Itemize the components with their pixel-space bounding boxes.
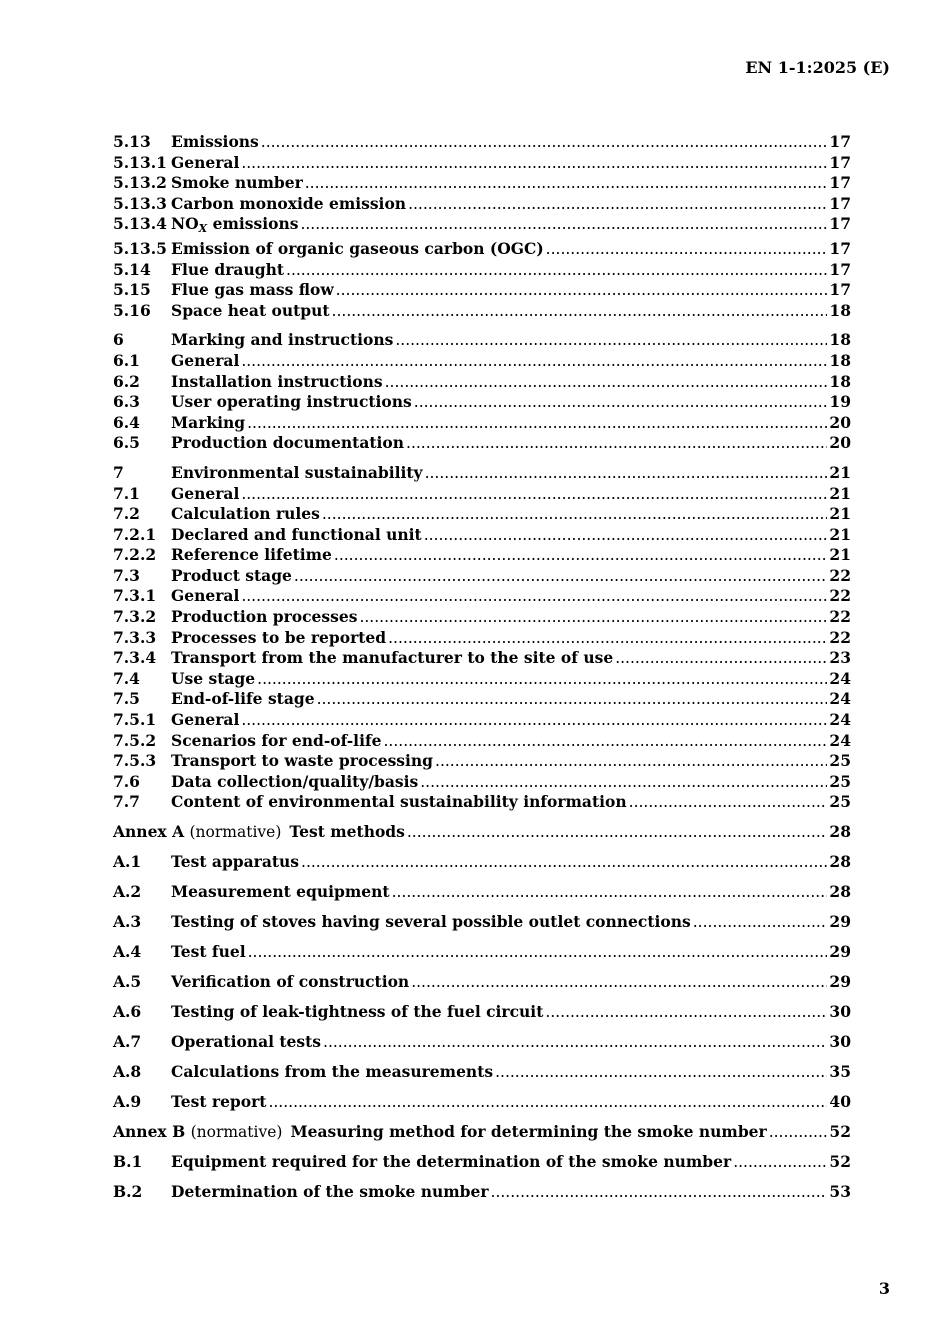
dot-leader [247, 413, 827, 434]
toc-page: 52 [829, 1151, 851, 1171]
toc-page: 17 [829, 152, 851, 172]
annex-type: (normative) [190, 1122, 283, 1141]
toc-number: 5.13.5 [113, 238, 167, 258]
toc-annex-heading [113, 1122, 767, 1143]
toc-title: Verification of construction [171, 971, 410, 991]
toc-page: 20 [829, 433, 851, 453]
toc-page: 25 [829, 792, 851, 812]
toc-page: 22 [829, 607, 851, 627]
toc-entry[interactable] [113, 912, 851, 933]
toc-entry[interactable] [113, 1002, 851, 1023]
toc-page: 17 [829, 280, 851, 300]
dot-leader [248, 942, 828, 963]
toc-title: Marking and instructions [171, 330, 394, 350]
toc-title: Emission of organic gaseous carbon (OGC) [171, 238, 544, 258]
toc-number: 7.2.1 [113, 524, 157, 544]
toc-number: A.4 [113, 941, 142, 961]
toc-number: 5.13.4 [113, 214, 167, 234]
toc-number: 7.5.3 [113, 751, 157, 771]
toc-title: Declared and functional unit [171, 524, 422, 544]
dot-leader [425, 463, 828, 484]
toc-title: Operational tests [171, 1031, 322, 1051]
toc-number: 7.1 [113, 483, 140, 503]
toc-page: 17 [829, 259, 851, 279]
toc-page: 18 [829, 300, 851, 320]
toc-title: General [171, 586, 240, 606]
dot-leader [334, 545, 828, 566]
annex-title: Test methods [289, 822, 405, 841]
toc-entry[interactable] [113, 648, 851, 669]
dot-leader [495, 1062, 827, 1083]
toc-title: Processes to be reported [171, 627, 387, 647]
dot-leader [615, 648, 827, 669]
toc-entry[interactable] [113, 280, 851, 301]
toc-annex-heading [113, 822, 405, 843]
dot-leader [268, 1092, 827, 1113]
toc-page: 29 [829, 971, 851, 991]
toc-page: 29 [829, 911, 851, 931]
toc-number: 5.14 [113, 259, 151, 279]
dot-leader [546, 239, 828, 260]
toc-entry[interactable] [113, 153, 851, 174]
toc-entry[interactable] [113, 239, 851, 260]
toc-title: General [171, 710, 240, 730]
toc-number: A.2 [113, 881, 142, 901]
toc-entry[interactable] [113, 392, 851, 413]
toc-entry[interactable] [113, 433, 851, 454]
toc-page: 17 [829, 132, 851, 151]
dot-leader [693, 912, 828, 933]
dot-leader [420, 772, 827, 793]
toc-annex-a[interactable] [113, 822, 851, 843]
toc-page: 22 [829, 565, 851, 585]
toc-entry[interactable] [113, 463, 851, 484]
toc-title: Carbon monoxide emission [171, 193, 407, 213]
toc-number: A.5 [113, 971, 142, 991]
toc-page: 18 [829, 330, 851, 350]
toc-title: Content of environmental sustainability information [171, 792, 627, 812]
toc-number: 7.3.3 [113, 627, 157, 647]
toc-page: 28 [829, 851, 851, 871]
toc-title: Reference lifetime [171, 545, 332, 565]
dot-leader [408, 194, 827, 215]
toc-page: 17 [829, 193, 851, 213]
toc-page: 29 [829, 941, 851, 961]
dot-leader [629, 792, 828, 813]
toc-entry[interactable] [113, 1062, 851, 1083]
toc-entry[interactable] [113, 260, 851, 281]
toc-entry[interactable] [113, 566, 851, 587]
toc-page: 18 [829, 371, 851, 391]
toc-title [171, 214, 298, 235]
toc-title: Equipment required for the determination of the smoke number [171, 1151, 732, 1171]
toc-title: Calculation rules [171, 504, 320, 524]
dot-leader [241, 710, 827, 731]
toc-page: 52 [829, 1121, 851, 1141]
dot-leader [414, 392, 828, 413]
toc-number: 5.13 [113, 132, 151, 151]
toc-title: Use stage [171, 668, 256, 688]
annex-type: (normative) [189, 823, 282, 841]
dot-leader [769, 1122, 828, 1143]
toc-number: 5.15 [113, 280, 151, 300]
toc-title: Calculations from the measurements [171, 1061, 494, 1081]
toc-entry[interactable] [113, 852, 851, 873]
toc-title: Test apparatus [171, 851, 300, 871]
dot-leader [406, 433, 827, 454]
page-number: 3 [878, 1279, 890, 1298]
annex-label: Annex A [113, 822, 185, 841]
toc-page: 19 [829, 392, 851, 412]
toc-page: 22 [829, 627, 851, 647]
toc-page: 23 [829, 648, 851, 668]
dot-leader [395, 330, 827, 351]
toc-page: 24 [829, 689, 851, 709]
toc-page: 22 [829, 586, 851, 606]
toc-entry[interactable] [113, 1092, 851, 1113]
dot-leader [322, 504, 828, 525]
toc-entry[interactable] [113, 214, 851, 235]
dot-leader [261, 132, 828, 153]
toc-number: 7.5.2 [113, 730, 157, 750]
toc-title: Test fuel [171, 941, 246, 961]
toc-number: 6.2 [113, 371, 140, 391]
toc-entry[interactable] [113, 413, 851, 434]
dot-leader [545, 1002, 827, 1023]
toc-number: 6.3 [113, 392, 140, 412]
dot-leader [257, 669, 827, 690]
toc-title: General [171, 483, 240, 503]
toc-title: Testing of stoves having several possible outlet connections [171, 911, 691, 931]
toc-entry[interactable] [113, 194, 851, 215]
toc-page: 28 [829, 881, 851, 901]
toc-page: 25 [829, 771, 851, 791]
toc-number: A.9 [113, 1091, 142, 1111]
toc-page: 40 [829, 1091, 851, 1111]
toc-entry[interactable] [113, 525, 851, 546]
toc-entry[interactable] [113, 689, 851, 710]
toc-title: User operating instructions [171, 392, 412, 412]
table-of-contents [113, 132, 851, 1202]
dot-leader [294, 566, 828, 587]
toc-entry[interactable] [113, 607, 851, 628]
toc-number: 7.7 [113, 792, 140, 812]
toc-number: 6.1 [113, 350, 140, 370]
toc-number: A.1 [113, 851, 142, 871]
dot-leader [241, 586, 827, 607]
toc-entry[interactable] [113, 504, 851, 525]
toc-page: 18 [829, 350, 851, 370]
toc-title: General [171, 350, 240, 370]
nox-suffix: emissions [207, 214, 299, 234]
toc-title: Test report [171, 1091, 267, 1111]
dot-leader [332, 301, 828, 322]
annex-label: Annex B [113, 1121, 186, 1141]
toc-number: 5.13.3 [113, 193, 167, 213]
toc-entry[interactable] [113, 882, 851, 903]
dot-leader [411, 972, 827, 993]
toc-title: Measurement equipment [171, 881, 390, 901]
toc-page: 35 [829, 1061, 851, 1081]
toc-page: 53 [829, 1181, 851, 1201]
toc-page: 21 [829, 504, 851, 524]
toc-title: Smoke number [171, 173, 303, 193]
toc-entry[interactable] [113, 132, 851, 153]
toc-title: Testing of leak-tightness of the fuel circuit [171, 1001, 544, 1021]
toc-entry[interactable] [113, 301, 851, 322]
dot-leader [435, 751, 827, 772]
toc-number: 7.2 [113, 504, 140, 524]
toc-title: End-of-life stage [171, 689, 315, 709]
toc-entry[interactable] [113, 731, 851, 752]
toc-title: Installation instructions [171, 371, 383, 391]
toc-number: B.1 [113, 1151, 143, 1171]
toc-number: 5.13.1 [113, 152, 167, 172]
dot-leader [491, 1182, 828, 1203]
toc-annex-b[interactable] [113, 1122, 851, 1143]
toc-number: A.3 [113, 911, 142, 931]
toc-entry[interactable] [113, 1182, 851, 1203]
dot-leader [241, 153, 827, 174]
toc-entry[interactable] [113, 484, 851, 505]
toc-page: 17 [829, 173, 851, 193]
dot-leader [323, 1032, 827, 1053]
dot-leader [392, 882, 828, 903]
toc-number: 5.13.2 [113, 173, 167, 193]
dot-leader [305, 173, 828, 194]
toc-title: Scenarios for end-of-life [171, 730, 382, 750]
toc-title: Marking [171, 412, 246, 432]
nox-symbol: NO [171, 214, 199, 234]
toc-page: 21 [829, 483, 851, 503]
dot-leader [424, 525, 828, 546]
toc-entry[interactable] [113, 751, 851, 772]
toc-number: 7.3.4 [113, 648, 157, 668]
dot-leader [241, 484, 827, 505]
toc-number: 7.4 [113, 668, 140, 688]
toc-number: A.8 [113, 1061, 142, 1081]
toc-number: 6 [113, 330, 124, 350]
toc-title: Space heat output [171, 300, 330, 320]
toc-entry[interactable] [113, 772, 851, 793]
toc-title: Flue draught [171, 259, 285, 279]
dot-leader [286, 260, 827, 281]
toc-page: 17 [829, 214, 851, 234]
toc-page: 30 [829, 1001, 851, 1021]
toc-page: 25 [829, 751, 851, 771]
toc-number: 7.5.1 [113, 710, 157, 730]
dot-leader [388, 628, 827, 649]
document-id: EN 1-1:2025 (E) [745, 58, 890, 77]
dot-leader [300, 214, 827, 235]
toc-page: 21 [829, 462, 851, 482]
toc-title: Emissions [171, 132, 259, 151]
toc-number: 7.3.1 [113, 586, 157, 606]
toc-title: Transport from the manufacturer to the site of use [171, 648, 614, 668]
toc-page: 24 [829, 730, 851, 750]
toc-number: 7.5 [113, 689, 140, 709]
toc-page: 20 [829, 412, 851, 432]
toc-title: Production documentation [171, 433, 405, 453]
toc-number: A.7 [113, 1031, 142, 1051]
toc-entry[interactable] [113, 942, 851, 963]
toc-entry[interactable] [113, 330, 851, 351]
toc-entry[interactable] [113, 710, 851, 731]
toc-entry[interactable] [113, 173, 851, 194]
toc-number: 7.3 [113, 565, 140, 585]
dot-leader [385, 372, 828, 393]
dot-leader [733, 1152, 827, 1173]
toc-title: General [171, 152, 240, 172]
toc-title: Flue gas mass flow [171, 280, 334, 300]
toc-title: Data collection/quality/basis [171, 771, 419, 791]
dot-leader [301, 852, 827, 873]
toc-entry[interactable] [113, 1032, 851, 1053]
toc-entry[interactable] [113, 972, 851, 993]
toc-title: Environmental sustainability [171, 462, 423, 482]
toc-page: 17 [829, 238, 851, 258]
toc-number: 6.5 [113, 433, 140, 453]
toc-page: 30 [829, 1031, 851, 1051]
toc-entry[interactable] [113, 351, 851, 372]
dot-leader [359, 607, 827, 628]
dot-leader [241, 351, 827, 372]
toc-number: 5.16 [113, 300, 151, 320]
toc-number: 7.2.2 [113, 545, 157, 565]
dot-leader [317, 689, 828, 710]
toc-page: 24 [829, 668, 851, 688]
toc-entry[interactable] [113, 545, 851, 566]
toc-title: Product stage [171, 565, 292, 585]
toc-number: 6.4 [113, 412, 140, 432]
toc-number: 7.3.2 [113, 607, 157, 627]
toc-entry[interactable] [113, 628, 851, 649]
toc-page: 28 [829, 822, 851, 841]
annex-title: Measuring method for determining the smoke number [290, 1121, 767, 1141]
toc-number: A.6 [113, 1001, 142, 1021]
toc-page: 21 [829, 545, 851, 565]
toc-title: Determination of the smoke number [171, 1181, 489, 1201]
toc-page: 24 [829, 710, 851, 730]
toc-number: 7.6 [113, 771, 140, 791]
toc-number: B.2 [113, 1181, 143, 1201]
toc-entry[interactable] [113, 669, 851, 690]
toc-entry[interactable] [113, 1152, 851, 1173]
dot-leader [336, 280, 828, 301]
toc-number: 7 [113, 462, 124, 482]
toc-entry[interactable] [113, 372, 851, 393]
toc-entry[interactable] [113, 792, 851, 813]
toc-title: Production processes [171, 607, 358, 627]
toc-entry[interactable] [113, 586, 851, 607]
dot-leader [383, 731, 827, 752]
dot-leader [407, 822, 828, 843]
nox-subscript: X [198, 222, 208, 236]
toc-page: 21 [829, 524, 851, 544]
toc-title: Transport to waste processing [171, 751, 434, 771]
